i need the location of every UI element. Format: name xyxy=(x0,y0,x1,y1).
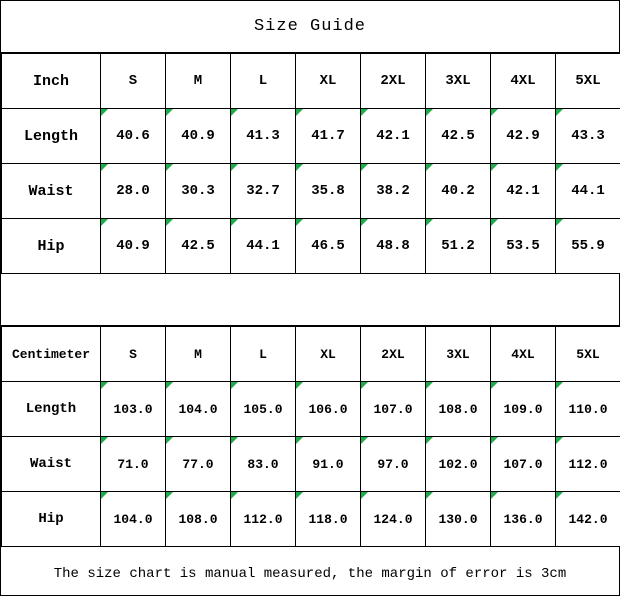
cell-cm-length-m: 104.0 xyxy=(166,382,231,437)
cell-inch-hip-3xl: 51.2 xyxy=(426,219,491,274)
size-header-l: L xyxy=(231,327,296,382)
cell-cm-waist-m: 77.0 xyxy=(166,437,231,492)
size-header-m: M xyxy=(166,327,231,382)
cell-cm-hip-5xl: 142.0 xyxy=(556,492,620,547)
cell-inch-hip-m: 42.5 xyxy=(166,219,231,274)
cell-inch-hip-2xl: 48.8 xyxy=(361,219,426,274)
cell-inch-length-xl: 41.7 xyxy=(296,109,361,164)
table-row xyxy=(2,109,620,164)
cell-cm-hip-s: 104.0 xyxy=(101,492,166,547)
cell-cm-length-3xl: 108.0 xyxy=(426,382,491,437)
cell-cm-length-4xl: 109.0 xyxy=(491,382,556,437)
cell-inch-waist-5xl: 44.1 xyxy=(556,164,620,219)
size-header-xl: XL xyxy=(296,54,361,109)
cell-inch-waist-3xl: 40.2 xyxy=(426,164,491,219)
size-table-inch xyxy=(1,53,620,274)
cell-inch-waist-s: 28.0 xyxy=(101,164,166,219)
size-header-5xl: 5XL xyxy=(556,327,620,382)
row-label-hip: Hip xyxy=(2,492,101,547)
cell-inch-waist-4xl: 42.1 xyxy=(491,164,556,219)
cell-inch-hip-4xl: 53.5 xyxy=(491,219,556,274)
cell-cm-waist-xl: 91.0 xyxy=(296,437,361,492)
size-header-l: L xyxy=(231,54,296,109)
cell-inch-hip-l: 44.1 xyxy=(231,219,296,274)
size-header-2xl: 2XL xyxy=(361,54,426,109)
size-header-5xl: 5XL xyxy=(556,54,620,109)
row-label-length: Length xyxy=(2,109,101,164)
cell-cm-waist-s: 71.0 xyxy=(101,437,166,492)
size-tables xyxy=(1,53,619,547)
cell-inch-waist-xl: 35.8 xyxy=(296,164,361,219)
row-label-hip: Hip xyxy=(2,219,101,274)
cell-inch-hip-s: 40.9 xyxy=(101,219,166,274)
table-row xyxy=(2,219,620,274)
row-label-waist: Waist xyxy=(2,437,101,492)
size-header-s: S xyxy=(101,327,166,382)
cell-inch-hip-xl: 46.5 xyxy=(296,219,361,274)
cell-cm-length-2xl: 107.0 xyxy=(361,382,426,437)
size-header-4xl: 4XL xyxy=(491,54,556,109)
cell-inch-hip-5xl: 55.9 xyxy=(556,219,620,274)
cell-cm-waist-5xl: 112.0 xyxy=(556,437,620,492)
cell-cm-hip-xl: 118.0 xyxy=(296,492,361,547)
table-separator xyxy=(1,274,619,326)
footer-note: The size chart is manual measured, the margin of error is 3cm xyxy=(1,547,619,601)
cell-cm-hip-2xl: 124.0 xyxy=(361,492,426,547)
cell-inch-length-s: 40.6 xyxy=(101,109,166,164)
table-row xyxy=(2,382,620,437)
table-row xyxy=(2,164,620,219)
size-header-3xl: 3XL xyxy=(426,54,491,109)
cell-inch-length-l: 41.3 xyxy=(231,109,296,164)
size-header-4xl: 4XL xyxy=(491,327,556,382)
cell-inch-length-2xl: 42.1 xyxy=(361,109,426,164)
table-header-row xyxy=(2,54,620,109)
page-title: Size Guide xyxy=(1,1,619,53)
cell-cm-length-xl: 106.0 xyxy=(296,382,361,437)
cell-inch-length-5xl: 43.3 xyxy=(556,109,620,164)
size-header-s: S xyxy=(101,54,166,109)
cell-cm-hip-m: 108.0 xyxy=(166,492,231,547)
cell-cm-length-s: 103.0 xyxy=(101,382,166,437)
cell-cm-hip-4xl: 136.0 xyxy=(491,492,556,547)
row-label-length: Length xyxy=(2,382,101,437)
row-label-waist: Waist xyxy=(2,164,101,219)
cell-inch-waist-2xl: 38.2 xyxy=(361,164,426,219)
cell-cm-waist-2xl: 97.0 xyxy=(361,437,426,492)
size-header-m: M xyxy=(166,54,231,109)
cell-inch-waist-l: 32.7 xyxy=(231,164,296,219)
cell-inch-length-m: 40.9 xyxy=(166,109,231,164)
size-header-2xl: 2XL xyxy=(361,327,426,382)
cell-inch-length-4xl: 42.9 xyxy=(491,109,556,164)
cell-cm-waist-l: 83.0 xyxy=(231,437,296,492)
table-row xyxy=(2,437,620,492)
unit-header-inch: Inch xyxy=(2,54,101,109)
table-header-row xyxy=(2,327,620,382)
table-row xyxy=(2,492,620,547)
cell-cm-hip-l: 112.0 xyxy=(231,492,296,547)
cell-cm-length-l: 105.0 xyxy=(231,382,296,437)
cell-cm-length-5xl: 110.0 xyxy=(556,382,620,437)
cell-cm-waist-4xl: 107.0 xyxy=(491,437,556,492)
cell-inch-waist-m: 30.3 xyxy=(166,164,231,219)
cell-cm-waist-3xl: 102.0 xyxy=(426,437,491,492)
cell-inch-length-3xl: 42.5 xyxy=(426,109,491,164)
size-table-centimeter xyxy=(1,326,620,547)
cell-cm-hip-3xl: 130.0 xyxy=(426,492,491,547)
size-header-3xl: 3XL xyxy=(426,327,491,382)
size-header-xl: XL xyxy=(296,327,361,382)
unit-header-centimeter: Centimeter xyxy=(2,327,101,382)
